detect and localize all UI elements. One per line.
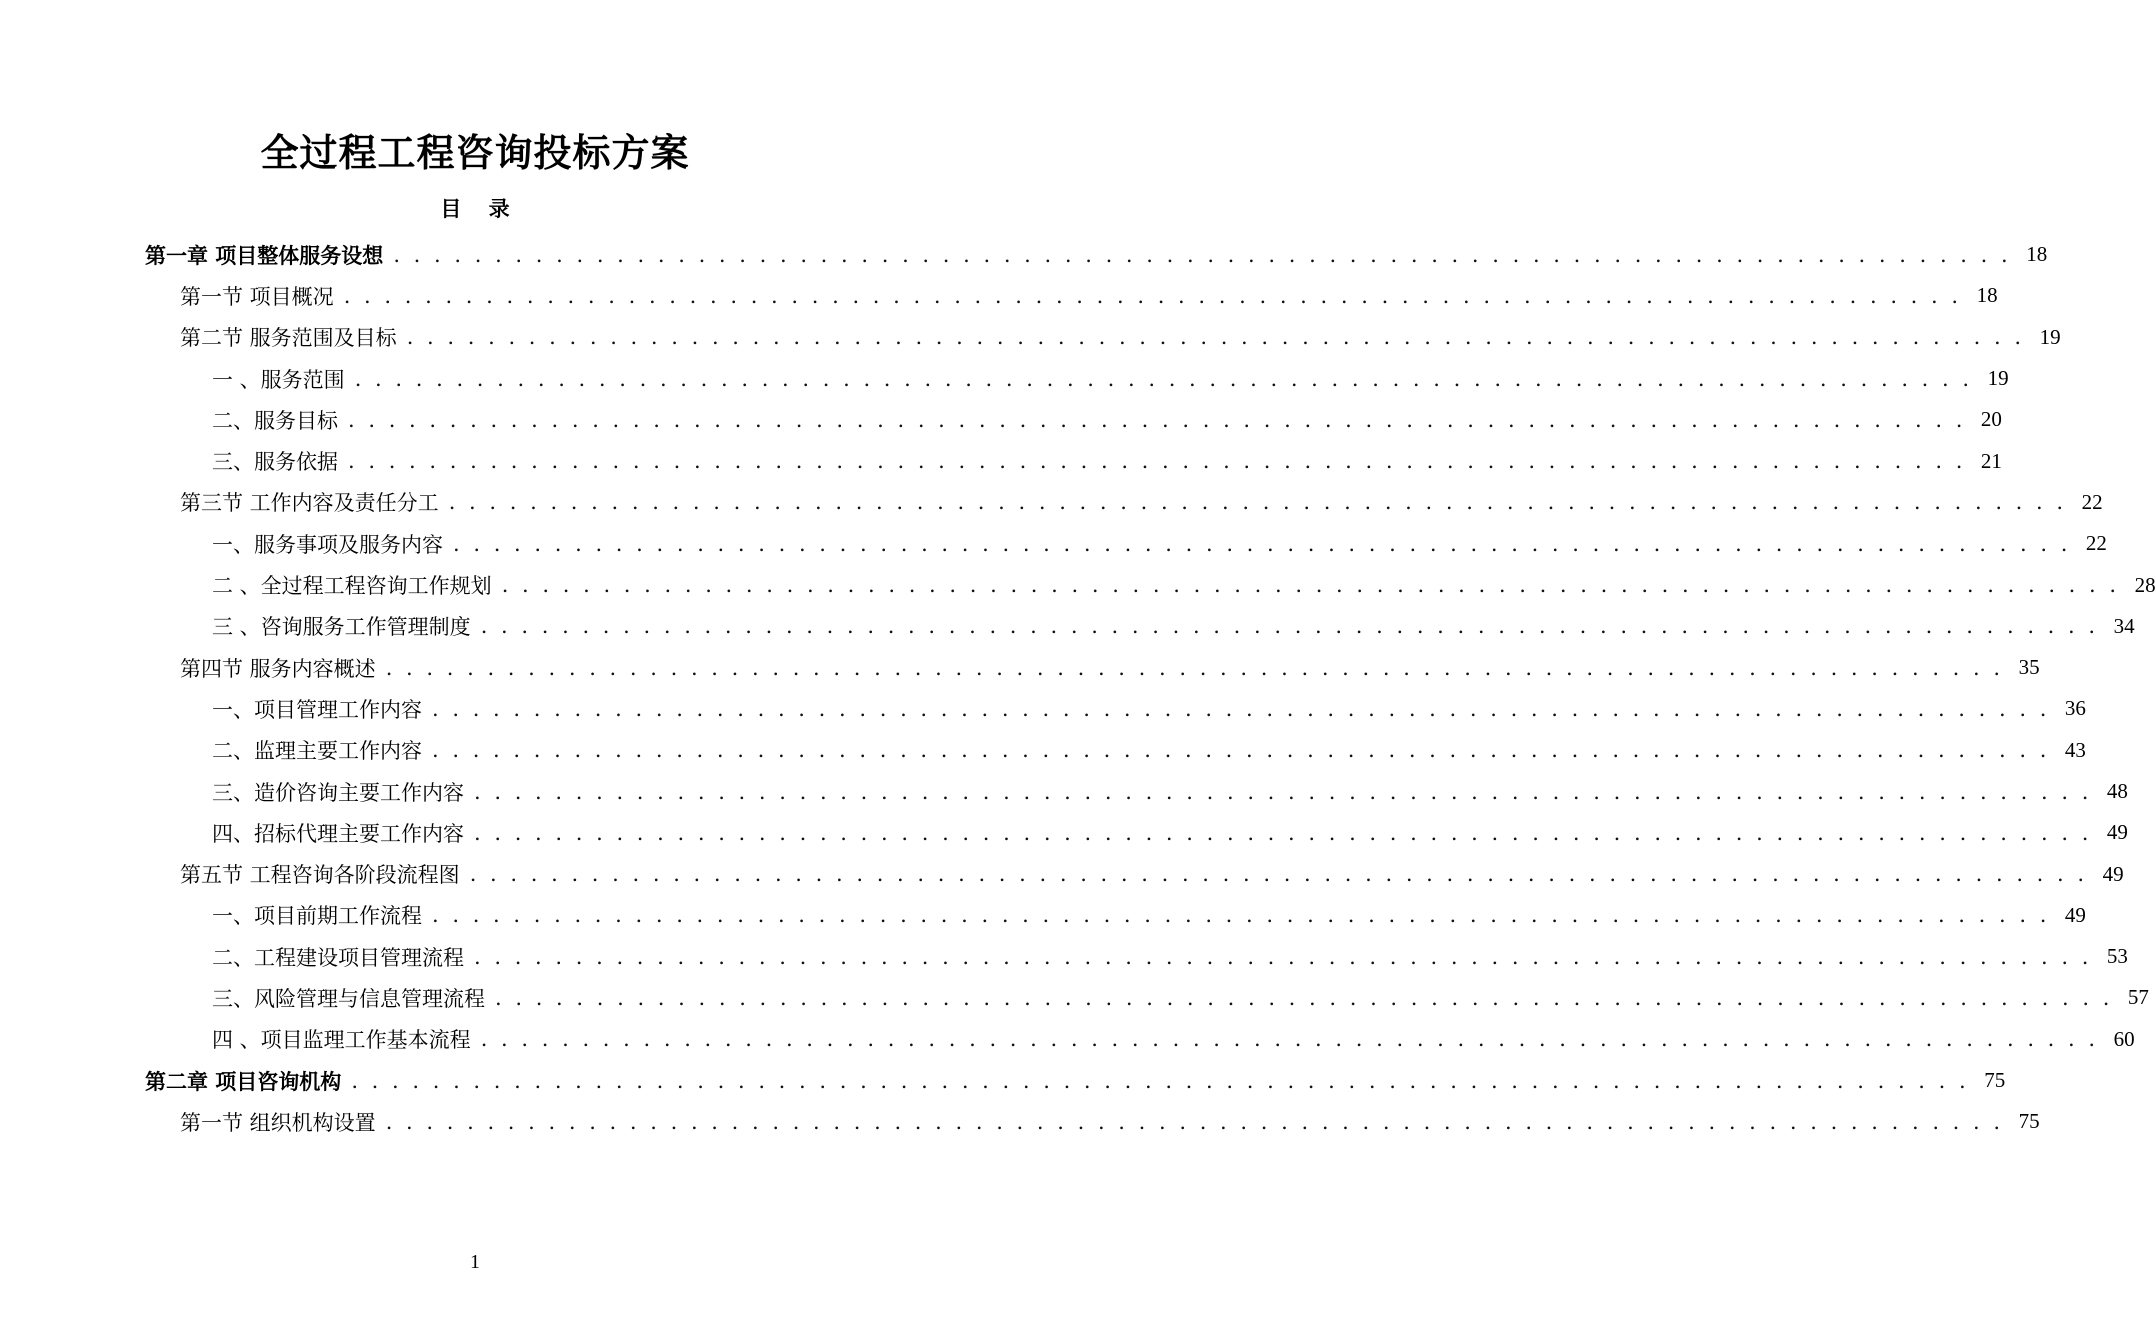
toc-entry-label: 第一节 项目概况 bbox=[180, 284, 334, 309]
toc-entry-label: 第二节 服务范围及目标 bbox=[180, 326, 397, 351]
page-number: 1 bbox=[470, 1251, 480, 1273]
toc-subsection-entry[interactable] bbox=[0, 936, 2128, 977]
toc-entry-label: 一、服务事项及服务内容 bbox=[212, 532, 443, 557]
toc-entry-page: 21 bbox=[1980, 448, 2002, 473]
toc-entry-label: 一、项目前期工作流程 bbox=[212, 904, 422, 929]
toc-entry-page: 36 bbox=[2064, 696, 2086, 721]
toc-dot-leader: . . . . . . . . . . . . . . . . . . . . . . . . . . . . . . . . . . . . . . . . . . . . . . . . . . . . . . . . . . . . . . . . . . . . . . . . . . . . . . . . bbox=[495, 985, 2113, 1010]
toc-subsection-entry[interactable] bbox=[0, 1019, 2135, 1060]
toc-subsection-entry[interactable] bbox=[0, 523, 2107, 564]
toc-dot-leader: . . . . . . . . . . . . . . . . . . . . . . . . . . . . . . . . . . . . . . . . . . . . . . . . . . . . . . . . . . . . . . . . . . . . . . . . . . . . . . . . bbox=[348, 407, 1966, 432]
toc-entry-page: 20 bbox=[1980, 407, 2002, 432]
toc-entry-page: 57 bbox=[2127, 985, 2149, 1010]
toc-subsection-entry[interactable] bbox=[0, 399, 2002, 440]
toc-dot-leader: . . . . . . . . . . . . . . . . . . . . . . . . . . . . . . . . . . . . . . . . . . . . . . . . . . . . . . . . . . . . . . . . . . . . . . . . . . . . . . . . bbox=[354, 366, 1973, 391]
toc-entry-label: 第一章 项目整体服务设想 bbox=[145, 243, 384, 268]
document-title: 全过程工程咨询投标方案 bbox=[260, 131, 690, 175]
toc-section-entry[interactable] bbox=[0, 317, 2061, 358]
toc-subsection-entry[interactable] bbox=[0, 771, 2128, 812]
toc-entry-page: 49 bbox=[2106, 820, 2128, 845]
toc-entry-label: 四 、项目监理工作基本流程 bbox=[212, 1028, 471, 1053]
toc-dot-leader: . . . . . . . . . . . . . . . . . . . . . . . . . . . . . . . . . . . . . . . . . . . . . . . . . . . . . . . . . . . . . . . . . . . . . . . . . . . . . . . . bbox=[480, 614, 2099, 639]
toc-dot-leader: . . . . . . . . . . . . . . . . . . . . . . . . . . . . . . . . . . . . . . . . . . . . . . . . . . . . . . . . . . . . . . . . . . . . . . . . . . . . . . . . bbox=[469, 862, 2088, 887]
toc-entry-page: 19 bbox=[2039, 324, 2061, 349]
toc-entry-label: 第三节 工作内容及责任分工 bbox=[180, 491, 439, 516]
toc-dot-leader: . . . . . . . . . . . . . . . . . . . . . . . . . . . . . . . . . . . . . . . . . . . . . . . . . . . . . . . . . . . . . . . . . . . . . . . . . . . . . . . . bbox=[393, 242, 2012, 267]
toc-dot-leader: . . . . . . . . . . . . . . . . . . . . . . . . . . . . . . . . . . . . . . . . . . . . . . . . . . . . . . . . . . . . . . . . . . . . . . . . . . . . . . . . bbox=[348, 449, 1966, 474]
toc-entry-page: 34 bbox=[2113, 613, 2135, 638]
toc-entry-label: 二、监理主要工作内容 bbox=[212, 739, 422, 764]
toc-dot-leader: . . . . . . . . . . . . . . . . . . . . . . . . . . . . . . . . . . . . . . . . . . . . . . . . . . . . . . . . . . . . . . . . . . . . . . . . . . . . . . . . bbox=[406, 325, 2025, 350]
toc-entry-page: 18 bbox=[2026, 242, 2048, 267]
toc-entry-label: 第二章 项目咨询机构 bbox=[145, 1069, 342, 1094]
toc-entry-label: 一、项目管理工作内容 bbox=[212, 697, 422, 722]
toc-subsection-entry[interactable] bbox=[0, 812, 2128, 853]
toc-entry-label: 三 、咨询服务工作管理制度 bbox=[212, 615, 471, 640]
toc-dot-leader: . . . . . . . . . . . . . . . . . . . . . . . . . . . . . . . . . . . . . . . . . . . . . . . . . . . . . . . . . . . . . . . . . . . . . . . . . . . . . . . . bbox=[474, 820, 2092, 845]
toc-entry-page: 48 bbox=[2106, 779, 2128, 803]
toc-subsection-entry[interactable] bbox=[0, 895, 2086, 936]
toc-subsection-entry[interactable] bbox=[0, 440, 2002, 481]
toc-entry-page: 19 bbox=[1987, 366, 2009, 391]
toc-entry-page: 60 bbox=[2113, 1026, 2135, 1051]
toc-entry-page: 49 bbox=[2102, 861, 2124, 886]
toc-entry-page: 75 bbox=[1984, 1068, 2006, 1093]
toc-dot-leader: . . . . . . . . . . . . . . . . . . . . . . . . . . . . . . . . . . . . . . . . . . . . . . . . . . . . . . . . . . . . . . . . . . . . . . . . . . . . . . . . bbox=[453, 531, 2071, 556]
toc-section-entry[interactable] bbox=[0, 482, 2103, 523]
toc-entry-page: 53 bbox=[2106, 944, 2128, 969]
toc-subsection-entry[interactable] bbox=[0, 358, 2009, 399]
toc-entry-page: 18 bbox=[1976, 283, 1998, 308]
toc-dot-leader: . . . . . . . . . . . . . . . . . . . . . . . . . . . . . . . . . . . . . . . . . . . . . . . . . . . . . . . . . . . . . . . . . . . . . . . . . . . . . . . . bbox=[385, 655, 2004, 680]
toc-entry-page: 43 bbox=[2064, 737, 2086, 762]
toc-dot-leader: . . . . . . . . . . . . . . . . . . . . . . . . . . . . . . . . . . . . . . . . . . . . . . . . . . . . . . . . . . . . . . . . . . . . . . . . . . . . . . . . bbox=[474, 944, 2092, 969]
toc-dot-leader: . . . . . . . . . . . . . . . . . . . . . . . . . . . . . . . . . . . . . . . . . . . . . . . . . . . . . . . . . . . . . . . . . . . . . . . . . . . . . . . . bbox=[480, 1027, 2099, 1052]
toc-entry-label: 三、服务依据 bbox=[212, 450, 338, 475]
toc-entry-page: 22 bbox=[2081, 489, 2103, 514]
toc-entry-label: 二 、全过程工程咨询工作规划 bbox=[212, 574, 492, 599]
toc-dot-leader: . . . . . . . . . . . . . . . . . . . . . . . . . . . . . . . . . . . . . . . . . . . . . . . . . . . . . . . . . . . . . . . . . . . . . . . . . . . . . . . . bbox=[432, 903, 2050, 928]
toc-section-entry[interactable] bbox=[0, 853, 2124, 894]
toc-dot-leader: . . . . . . . . . . . . . . . . . . . . . . . . . . . . . . . . . . . . . . . . . . . . . . . . . . . . . . . . . . . . . . . . . . . . . . . . . . . . . . . . bbox=[343, 283, 1962, 308]
toc-section-entry[interactable] bbox=[0, 275, 1998, 316]
toc-dot-leader: . . . . . . . . . . . . . . . . . . . . . . . . . . . . . . . . . . . . . . . . . . . . . . . . . . . . . . . . . . . . . . . . . . . . . . . . . . . . . . . . bbox=[385, 1109, 2004, 1134]
toc-entry-label: 三、造价咨询主要工作内容 bbox=[212, 780, 464, 805]
table-of-contents bbox=[0, 234, 2156, 1143]
toc-entry-label: 第五节 工程咨询各阶段流程图 bbox=[180, 863, 460, 888]
toc-subsection-entry[interactable] bbox=[0, 977, 2149, 1018]
toc-section-entry[interactable] bbox=[0, 647, 2040, 688]
toc-entry-label: 二、服务目标 bbox=[212, 408, 338, 433]
toc-chapter-entry[interactable] bbox=[0, 234, 2048, 275]
toc-dot-leader: . . . . . . . . . . . . . . . . . . . . . . . . . . . . . . . . . . . . . . . . . . . . . . . . . . . . . . . . . . . . . . . . . . . . . . . . . . . . . . . . bbox=[448, 490, 2067, 515]
toc-entry-label: 三、风险管理与信息管理流程 bbox=[212, 986, 485, 1011]
toc-entry-page: 75 bbox=[2018, 1109, 2040, 1134]
toc-dot-leader: . . . . . . . . . . . . . . . . . . . . . . . . . . . . . . . . . . . . . . . . . . . . . . . . . . . . . . . . . . . . . . . . . . . . . . . . . . . . . . . . bbox=[474, 779, 2092, 804]
toc-dot-leader: . . . . . . . . . . . . . . . . . . . . . . . . . . . . . . . . . . . . . . . . . . . . . . . . . . . . . . . . . . . . . . . . . . . . . . . . . . . . . . . . bbox=[432, 696, 2050, 721]
toc-entry-label: 第四节 服务内容概述 bbox=[180, 656, 376, 681]
toc-heading: 目 录 bbox=[440, 197, 520, 221]
toc-subsection-entry[interactable] bbox=[0, 688, 2086, 729]
toc-entry-page: 35 bbox=[2018, 655, 2040, 680]
toc-subsection-entry[interactable] bbox=[0, 606, 2135, 647]
toc-entry-page: 22 bbox=[2085, 531, 2107, 556]
toc-entry-label: 第一节 组织机构设置 bbox=[180, 1110, 376, 1135]
toc-entry-page: 49 bbox=[2064, 902, 2086, 927]
toc-subsection-entry[interactable] bbox=[0, 730, 2086, 771]
toc-entry-label: 一 、服务范围 bbox=[212, 367, 345, 392]
toc-subsection-entry[interactable] bbox=[0, 564, 2156, 605]
toc-chapter-entry[interactable] bbox=[0, 1060, 2006, 1101]
toc-entry-label: 二、工程建设项目管理流程 bbox=[212, 945, 464, 970]
toc-entry-page: 28 bbox=[2134, 572, 2156, 597]
toc-entry-label: 四、招标代理主要工作内容 bbox=[212, 821, 464, 846]
toc-dot-leader: . . . . . . . . . . . . . . . . . . . . . . . . . . . . . . . . . . . . . . . . . . . . . . . . . . . . . . . . . . . . . . . . . . . . . . . . . . . . . . . . bbox=[351, 1068, 1970, 1093]
toc-dot-leader: . . . . . . . . . . . . . . . . . . . . . . . . . . . . . . . . . . . . . . . . . . . . . . . . . . . . . . . . . . . . . . . . . . . . . . . . . . . . . . . . bbox=[432, 738, 2050, 763]
toc-section-entry[interactable] bbox=[0, 1101, 2040, 1142]
toc-dot-leader: . . . . . . . . . . . . . . . . . . . . . . . . . . . . . . . . . . . . . . . . . . . . . . . . . . . . . . . . . . . . . . . . . . . . . . . . . . . . . . . . bbox=[501, 573, 2120, 598]
